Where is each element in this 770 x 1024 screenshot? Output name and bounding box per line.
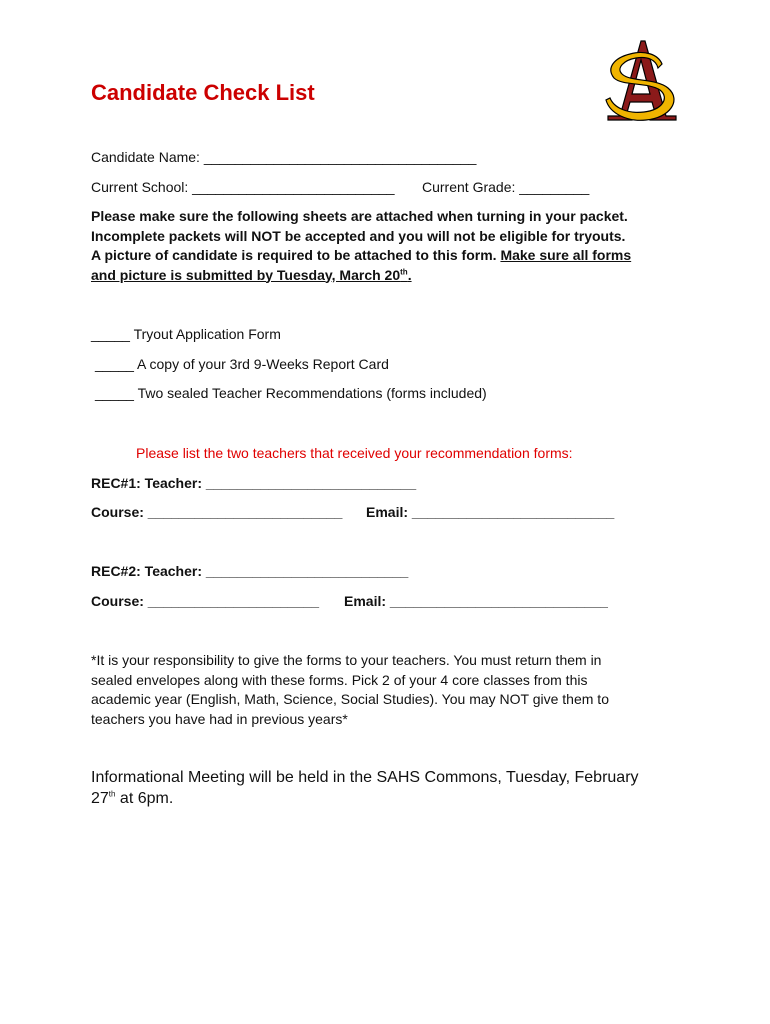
meeting-line-2: 27th at 6pm.	[91, 789, 174, 807]
recommendation-prompt: Please list the two teachers that received your recommendation forms:	[136, 445, 573, 461]
packet-notice	[91, 207, 631, 285]
responsibility-line: teachers you have had in previous years*	[91, 710, 348, 727]
notice-line-4: and picture is submitted by Tuesday, March 20th.	[91, 266, 412, 283]
rec2-course-field: Course: ______________________	[91, 593, 320, 609]
responsibility-line: sealed envelopes along with these forms. Pick 2 of your 4 core classes from this	[91, 671, 588, 688]
rec2-teacher-field: REC#2: Teacher: __________________________	[91, 563, 409, 579]
meeting-line-1: Informational Meeting will be held in the SAHS Commons, Tuesday, February	[91, 769, 639, 786]
responsibility-note	[91, 651, 609, 729]
rec1-teacher-field: REC#1: Teacher: ___________________________	[91, 475, 417, 491]
checklist-item: _____ A copy of your 3rd 9-Weeks Report Card	[95, 356, 389, 372]
rec2-email-field: Email: ____________________________	[344, 593, 608, 609]
page-title: Candidate Check List	[91, 80, 315, 105]
checklist-item: _____ Two sealed Teacher Recommendations (forms included)	[95, 385, 487, 401]
meeting-notice	[91, 767, 639, 809]
checklist-item: _____ Tryout Application Form	[91, 326, 281, 342]
rec1-course-field: Course: _________________________	[91, 504, 343, 520]
responsibility-line: *It is your responsibility to give the forms to your teachers. You must return them in	[91, 652, 602, 668]
responsibility-line: academic year (English, Math, Science, Social Studies). You may NOT give them to	[91, 691, 609, 707]
candidate-name-field: Candidate Name: ___________________________________	[91, 149, 477, 165]
notice-line-1: Please make sure the following sheets are attached when turning in your packet.	[91, 208, 628, 224]
rec1-email-field: Email: __________________________	[366, 504, 615, 520]
notice-line-3: A picture of candidate is required to be attached to this form. Make sure all forms	[91, 247, 632, 263]
current-grade-field: Current Grade: _________	[422, 179, 590, 195]
sa-logo	[600, 38, 682, 122]
current-school-field: Current School: __________________________	[91, 179, 395, 195]
notice-line-2: Incomplete packets will NOT be accepted and you will not be eligible for tryouts.	[91, 227, 626, 244]
